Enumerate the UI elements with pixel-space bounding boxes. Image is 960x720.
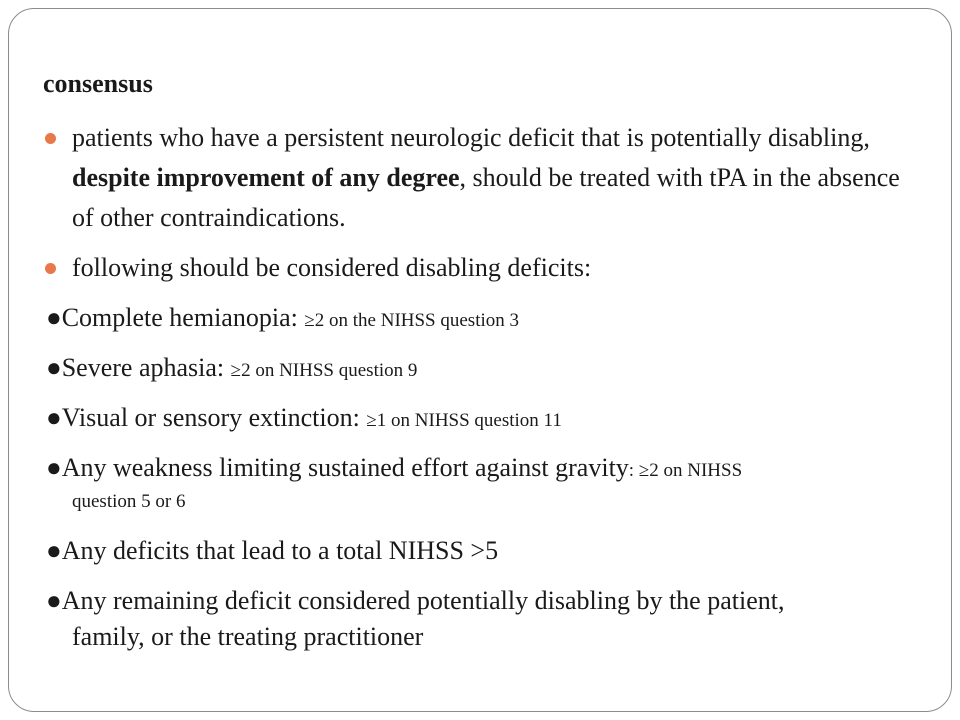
bullet-disabling-deficits: [72, 248, 922, 288]
item-main-text: Any remaining deficit considered potentially disabling by the patient,: [61, 586, 785, 615]
bullet-dot-icon: [45, 133, 56, 144]
deficit-item-aphasia: [46, 350, 926, 389]
deficit-item-remaining: [46, 583, 926, 655]
item-criterion: ≥2 on the NIHSS question 3: [304, 310, 520, 331]
bullet-text-post: , should be treated with tPA in the absence of other contraindications.: [72, 163, 900, 232]
deficit-item-total-nihss: [46, 533, 926, 569]
item-continuation: family, or the treating practitioner: [72, 622, 424, 651]
item-marker: ●: [46, 586, 62, 615]
item-main-text: Severe aphasia:: [61, 353, 231, 382]
bullet-tpa-recommendation: [72, 118, 922, 238]
item-marker: ●: [46, 536, 62, 565]
bullet-dot-icon: [45, 263, 56, 274]
item-main-text: Complete hemianopia:: [61, 303, 305, 332]
item-marker: ●: [46, 453, 62, 482]
bullet-text-pre: patients who have a persistent neurologic deficit that is potentially disabling,: [72, 123, 870, 152]
deficit-item-extinction: [46, 400, 926, 439]
item-criterion: ≥2 on NIHSS question 9: [230, 360, 418, 381]
slide-heading: consensus: [43, 69, 153, 98]
deficit-item-weakness: [46, 450, 926, 515]
item-criterion: : ≥2 on NIHSS: [628, 460, 743, 481]
item-continuation: question 5 or 6: [72, 491, 186, 512]
item-marker: ●: [46, 303, 62, 332]
item-marker: ●: [46, 353, 62, 382]
item-main-text: Any deficits that lead to a total NIHSS >5: [61, 536, 499, 565]
item-criterion: ≥1 on NIHSS question 11: [366, 410, 562, 431]
bullet-text: following should be considered disabling deficits:: [72, 253, 592, 282]
item-main-text: Any weakness limiting sustained effort against gravity: [61, 453, 629, 482]
item-main-text: Visual or sensory extinction:: [61, 403, 367, 432]
item-marker: ●: [46, 403, 62, 432]
bullet-text-emphasis: despite improvement of any degree: [72, 163, 460, 192]
deficit-item-hemianopia: [46, 300, 926, 339]
